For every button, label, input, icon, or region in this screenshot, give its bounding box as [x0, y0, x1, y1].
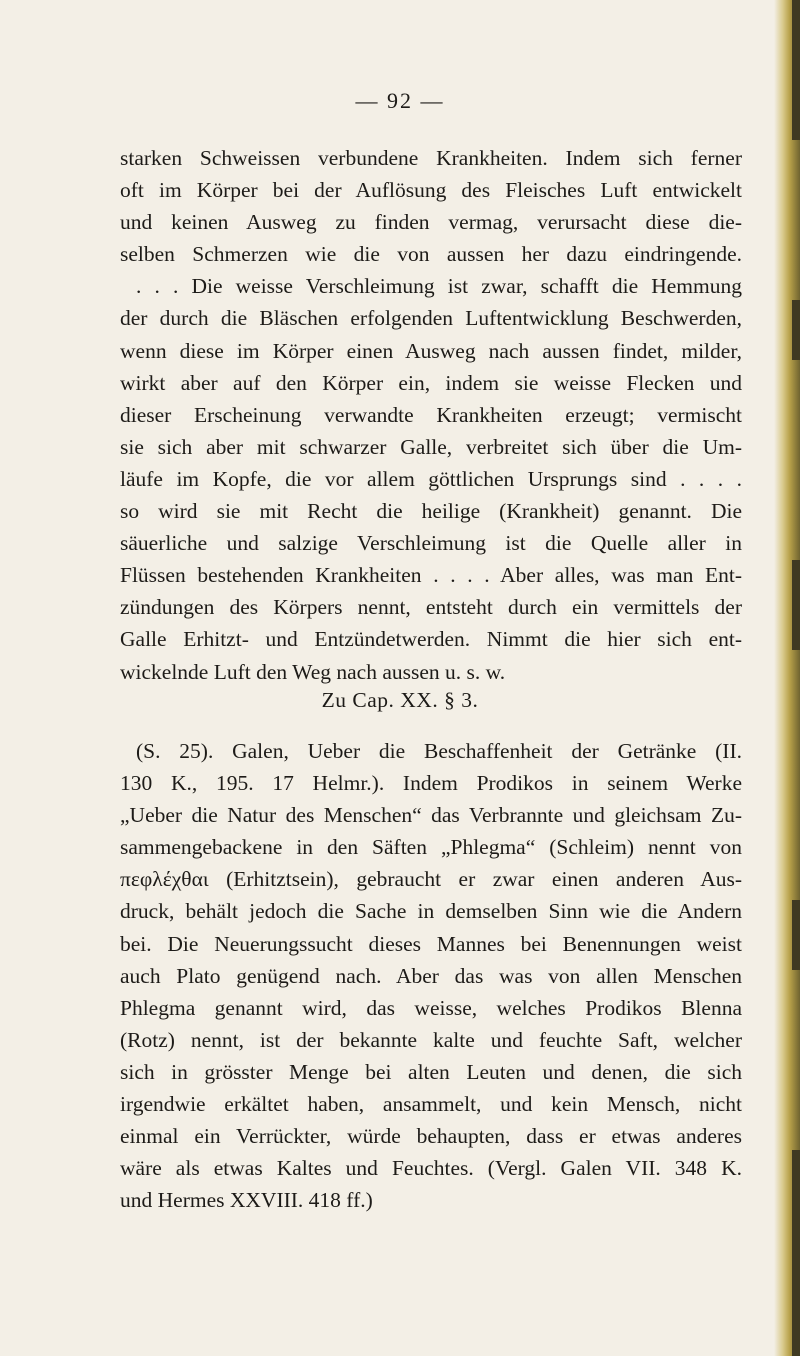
text-line: dieser Erscheinung verwandte Krankheiten erzeugt; vermischt	[120, 402, 742, 427]
section-heading: Zu Cap. XX. § 3.	[321, 688, 479, 712]
paragraph-continuation	[120, 142, 742, 688]
text-line: (S. 25). Galen, Ueber die Beschaffenheit der Getränke (II.	[136, 739, 742, 763]
text-line: sich in grösster Menge bei alten Leuten und denen, die sich	[120, 1059, 742, 1084]
text-line: „Ueber die Natur des Menschen“ das Verbrannte und gleichsam Zu-	[120, 803, 742, 828]
text-line: und Hermes XXVIII. 418 ff.)	[120, 1188, 373, 1213]
text-line: Phlegma genannt wird, das weisse, welches Prodikos Blenna	[120, 995, 742, 1020]
text-line: druck, behält jedoch die Sache in demselben Sinn wie die Andern	[120, 899, 742, 924]
text-line: irgendwie erkältet haben, ansammelt, und kein Mensch, nicht	[120, 1092, 742, 1117]
text-line: (Rotz) nennt, ist der bekannte kalte und feuchte Saft, welcher	[120, 1027, 742, 1052]
text-line: Flüssen bestehenden Krankheiten . . . . Aber alles, was man Ent-	[120, 563, 742, 588]
text-line: starken Schweissen verbundene Krankheiten. Indem sich ferner	[120, 146, 742, 170]
text-line: πεφλέχθαι (Erhitztsein), gebraucht er zwar einen anderen Aus-	[120, 867, 742, 892]
text-line: . . . Die weisse Verschleimung ist zwar, schafft die Hemmung	[136, 274, 742, 299]
text-line: der durch die Bläschen erfolgenden Luftentwicklung Beschwerden,	[120, 306, 742, 331]
text-line: Galle Erhitzt- und Entzündetwerden. Nimmt die hier sich ent-	[120, 627, 742, 652]
paragraph-galen	[120, 735, 742, 1216]
text-line: wickelnde Luft den Weg nach aussen u. s. w.	[120, 659, 506, 684]
text-line: so wird sie mit Recht die heilige (Krankheit) genannt. Die	[120, 499, 742, 524]
page-number: — 92 —	[355, 88, 445, 113]
page-edge-shadow	[774, 0, 800, 1356]
text-line: einmal ein Verrückter, würde behaupten, dass er etwas anderes	[120, 1124, 742, 1149]
text-line: 130 K., 195. 17 Helmr.). Indem Prodikos in seinem Werke	[120, 771, 742, 796]
text-line: auch Plato genügend nach. Aber das was von allen Menschen	[120, 963, 742, 988]
text-line: bei. Die Neuerungssucht dieses Mannes bei Benennungen weist	[120, 931, 742, 956]
text-line: zündungen des Körpers nennt, entsteht durch ein vermittels der	[120, 595, 742, 620]
text-line: wirkt aber auf den Körper ein, indem sie weisse Flecken und	[120, 370, 742, 395]
text-line: oft im Körper bei der Auflösung des Fleisches Luft entwickelt	[120, 178, 742, 203]
text-line: säuerliche und salzige Verschleimung ist die Quelle aller in	[120, 531, 742, 556]
text-line: wenn diese im Körper einen Ausweg nach aussen findet, milder,	[120, 338, 742, 363]
text-line: und keinen Ausweg zu finden vermag, verursacht diese die-	[120, 210, 742, 235]
text-line: sammengebackene in den Säften „Phlegma“ (Schleim) nennt von	[120, 835, 742, 860]
text-line: läufe im Kopfe, die vor allem göttlichen Ursprungs sind . . . .	[120, 466, 742, 491]
text-line: sie sich aber mit schwarzer Galle, verbreitet sich über die Um-	[120, 434, 742, 459]
text-line: selben Schmerzen wie die von aussen her dazu eindringende.	[120, 242, 742, 267]
text-line: wäre als etwas Kaltes und Feuchtes. (Vergl. Galen VII. 348 K.	[120, 1156, 742, 1181]
